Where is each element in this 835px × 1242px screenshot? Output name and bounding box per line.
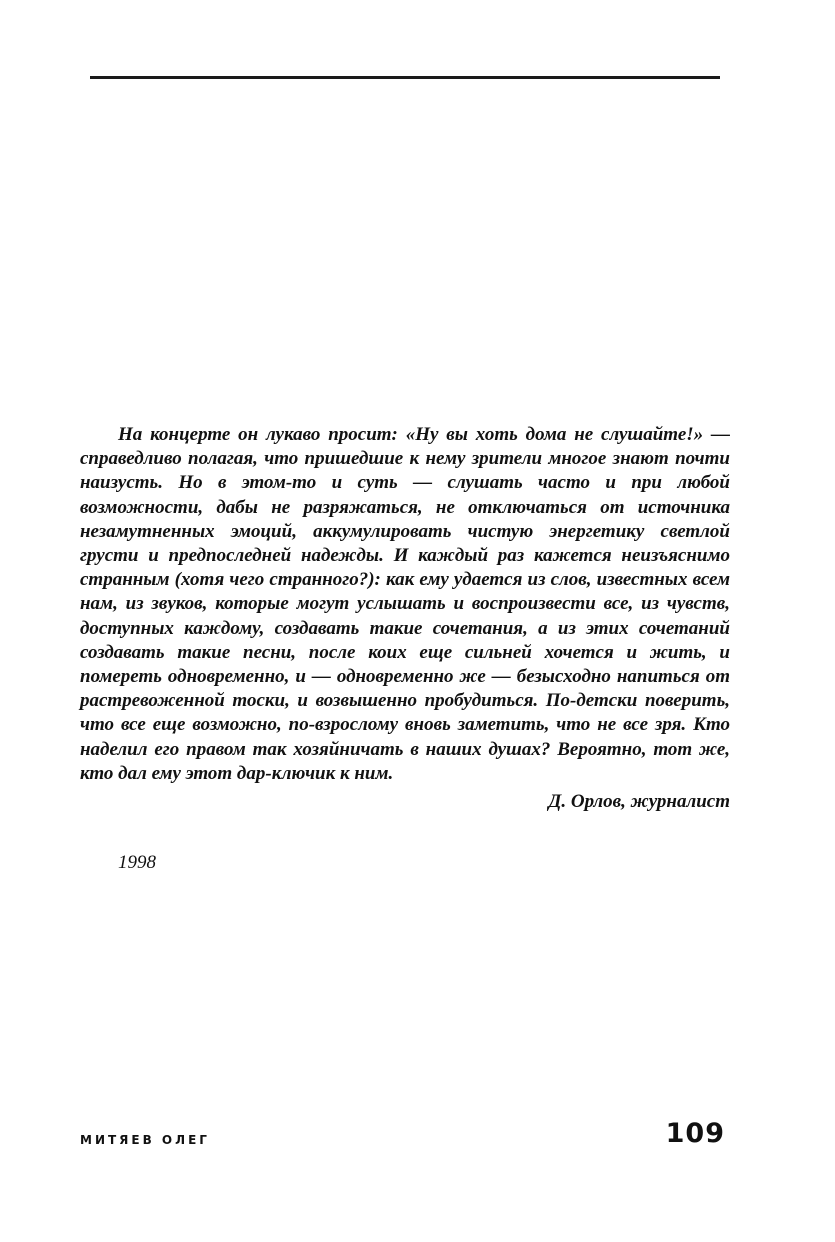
author-signature: Д. Орлов, журналист [548,791,730,813]
page-number: 109 [665,1118,725,1149]
header-rule [90,76,720,79]
year-label: 1998 [118,852,156,873]
body-paragraph: На концерте он лукаво просит: «Ну вы хоть дома не слушайте!» — справедливо полагая, что пришедшие к нему зрители многое знают почти наизусть. Но в этом-то и суть — слушать часто и при любой возможности, дабы не разряжаться, не отключаться от источника незамутненных эмоций, аккумулировать чистую энергетику светлой грусти и предпоследней надежды. И каждый раз кажется неизъяснимо странным (хотя чего странного?): как ему удается из слов, известных всем нам, из звуков, которые могут услышать и воспроизвести все, из чувств, доступных каждому, создавать такие сочетания, а из этих сочетаний создавать такие песни, после коих еще сильней хочется и жить, и помереть одновременно, и — одновременно же — безысходно напиться от растревоженной тоски, и возвышенно пробудиться. По-детски поверить, что все еще возможно, по-взрослому вновь заметить, что не все зря. Кто наделил его правом так хозяйничать в наших душах? Вероятно, тот же, кто дал ему этот дар-ключик к ним. [80,424,730,784]
article-text-block [80,423,730,814]
running-footer: МИТЯЕВ ОЛЕГ [80,1133,210,1147]
